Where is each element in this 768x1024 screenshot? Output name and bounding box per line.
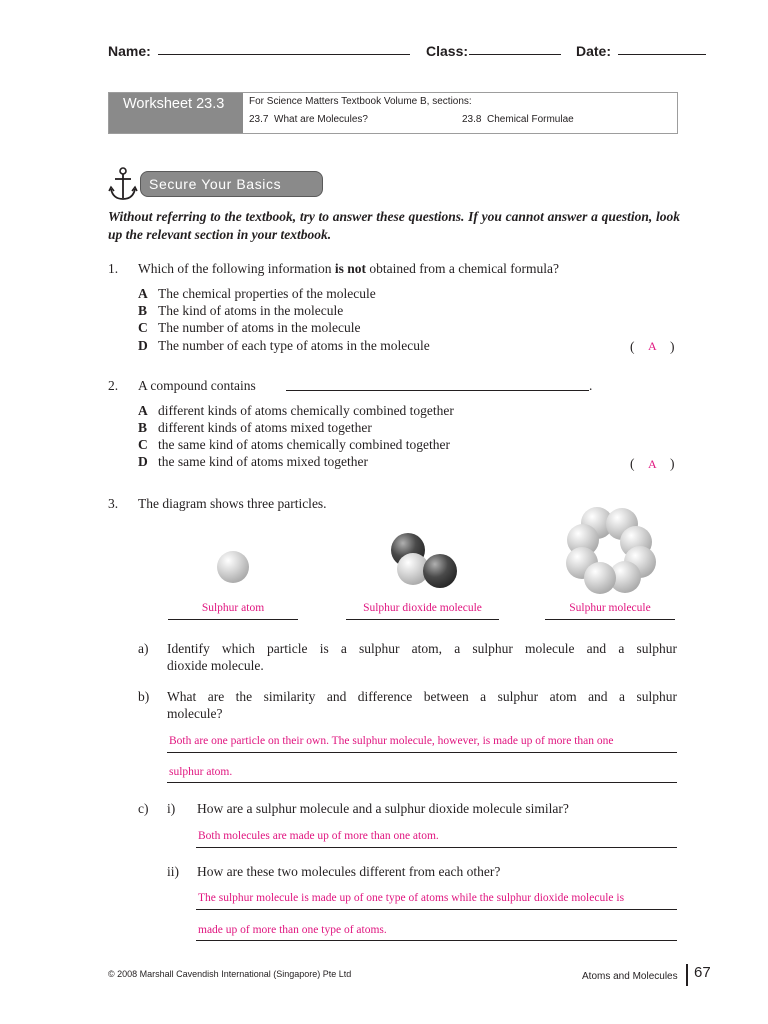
- q3a-label: a): [138, 641, 149, 656]
- q3b-answer-1[interactable]: Both are one particle on their own. The sulphur molecule, however, is made up of more than one: [169, 735, 614, 747]
- q3c-ii-label: ii): [167, 864, 179, 879]
- option-text: the same kind of atoms chemically combined together: [158, 437, 451, 452]
- q2-end: .: [589, 378, 593, 393]
- option-letter: B: [138, 420, 148, 435]
- q1-paren-open: (: [630, 339, 635, 354]
- q2-option-d[interactable]: [138, 454, 368, 470]
- q2-paren-close: ): [670, 456, 675, 471]
- q3a-line2: dioxide molecule.: [167, 658, 264, 673]
- q1-text-before: Which of the following information: [138, 261, 335, 276]
- page-number: 67: [694, 964, 711, 981]
- q2-number: 2.: [108, 378, 119, 393]
- label-sulphur-dioxide[interactable]: Sulphur dioxide molecule: [363, 602, 482, 614]
- q1-option-b[interactable]: [138, 303, 343, 319]
- answer-line: [167, 752, 677, 753]
- worksheet-reference: For Science Matters Textbook Volume B, sections:: [249, 96, 472, 107]
- option-text: different kinds of atoms mixed together: [158, 420, 372, 435]
- q2-blank[interactable]: [286, 390, 589, 391]
- q3a-line1: Identify which particle is a sulphur atom, a sulphur molecule and a sulphur: [167, 641, 677, 656]
- answer-line: [167, 782, 677, 783]
- q3b-answer-2[interactable]: sulphur atom.: [169, 766, 233, 778]
- sphere: [423, 554, 457, 588]
- label-sulphur-molecule[interactable]: Sulphur molecule: [569, 602, 651, 614]
- q2-text: A compound contains: [138, 378, 256, 393]
- q3c-i-label: i): [167, 801, 176, 816]
- date-label: Date:: [576, 43, 612, 59]
- option-letter: A: [138, 286, 148, 301]
- label-line: [545, 619, 675, 620]
- q1-option-c[interactable]: [138, 320, 360, 336]
- anchor-icon: [108, 167, 138, 203]
- q1-answer[interactable]: A: [648, 339, 657, 353]
- q3c-ii-text: How are these two molecules different from each other?: [197, 864, 501, 879]
- q2-answer[interactable]: A: [648, 457, 657, 471]
- section-banner: [140, 171, 323, 197]
- q3-number: 3.: [108, 496, 119, 511]
- answer-line: [196, 940, 677, 941]
- instructions: Without referring to the textbook, try to answer these questions. If you cannot answer a question, look up the relevant section in your textbook.: [108, 209, 680, 242]
- q1-text: [138, 261, 559, 277]
- option-text: The number of each type of atoms in the molecule: [158, 338, 430, 353]
- q1-text-after: obtained from a chemical formula?: [365, 261, 560, 276]
- footer-chapter: Atoms and Molecules: [582, 971, 678, 982]
- date-field[interactable]: [618, 54, 706, 55]
- option-text: The number of atoms in the molecule: [158, 320, 361, 335]
- worksheet-header-box: [108, 92, 678, 134]
- q1-option-d[interactable]: [138, 338, 430, 354]
- q3c-label: c): [138, 801, 149, 816]
- option-letter: B: [138, 303, 148, 318]
- sphere: [217, 551, 249, 583]
- q2-option-a[interactable]: [138, 403, 454, 419]
- q1-number: 1.: [108, 261, 119, 276]
- q1-option-a[interactable]: [138, 286, 376, 302]
- option-text: the same kind of atoms mixed together: [158, 454, 368, 469]
- answer-line: [196, 909, 677, 910]
- q1-paren-close: ): [670, 339, 675, 354]
- q3c-i-text: How are a sulphur molecule and a sulphur dioxide molecule similar?: [197, 801, 569, 816]
- label-sulphur-atom[interactable]: Sulphur atom: [201, 602, 265, 614]
- footer-copyright: © 2008 Marshall Cavendish International (Singapore) Pte Ltd: [108, 969, 352, 979]
- worksheet-title: Worksheet 23.3: [109, 93, 243, 133]
- option-letter: D: [138, 454, 148, 469]
- option-text: different kinds of atoms chemically combined together: [158, 403, 454, 418]
- answer-line: [196, 847, 677, 848]
- q3b-line1: What are the similarity and difference between a sulphur atom and a sulphur: [167, 689, 677, 704]
- q3c-ii-answer-2[interactable]: made up of more than one type of atoms.: [198, 924, 387, 936]
- option-text: The kind of atoms in the molecule: [158, 303, 344, 318]
- label-line: [346, 619, 499, 620]
- q3c-i-answer[interactable]: Both molecules are made up of more than one atom.: [198, 830, 439, 842]
- class-label: Class:: [426, 43, 469, 59]
- q2-option-c[interactable]: [138, 437, 450, 453]
- label-line: [168, 619, 298, 620]
- option-letter: A: [138, 403, 148, 418]
- q3b-line2: molecule?: [167, 706, 223, 721]
- worksheet-section-2: 23.8 Chemical Formulae: [462, 114, 574, 125]
- q2-option-b[interactable]: [138, 420, 372, 436]
- q1-text-bold: is not: [334, 261, 366, 276]
- option-letter: C: [138, 437, 148, 452]
- sphere: [584, 562, 616, 594]
- option-letter: D: [138, 338, 148, 353]
- worksheet-section-1: 23.7 What are Molecules?: [249, 114, 368, 125]
- q3b-label: b): [138, 689, 150, 704]
- option-text: The chemical properties of the molecule: [158, 286, 376, 301]
- q3-text: The diagram shows three particles.: [138, 496, 327, 511]
- name-field[interactable]: [158, 54, 410, 55]
- q2-paren-open: (: [630, 456, 635, 471]
- name-label: Name:: [108, 43, 151, 59]
- q3c-ii-answer-1[interactable]: The sulphur molecule is made up of one type of atoms while the sulphur dioxide molecule is: [198, 892, 625, 904]
- class-field[interactable]: [469, 54, 561, 55]
- section-banner-label: Secure Your Basics: [149, 176, 282, 192]
- option-letter: C: [138, 320, 148, 335]
- footer-divider: [686, 964, 688, 986]
